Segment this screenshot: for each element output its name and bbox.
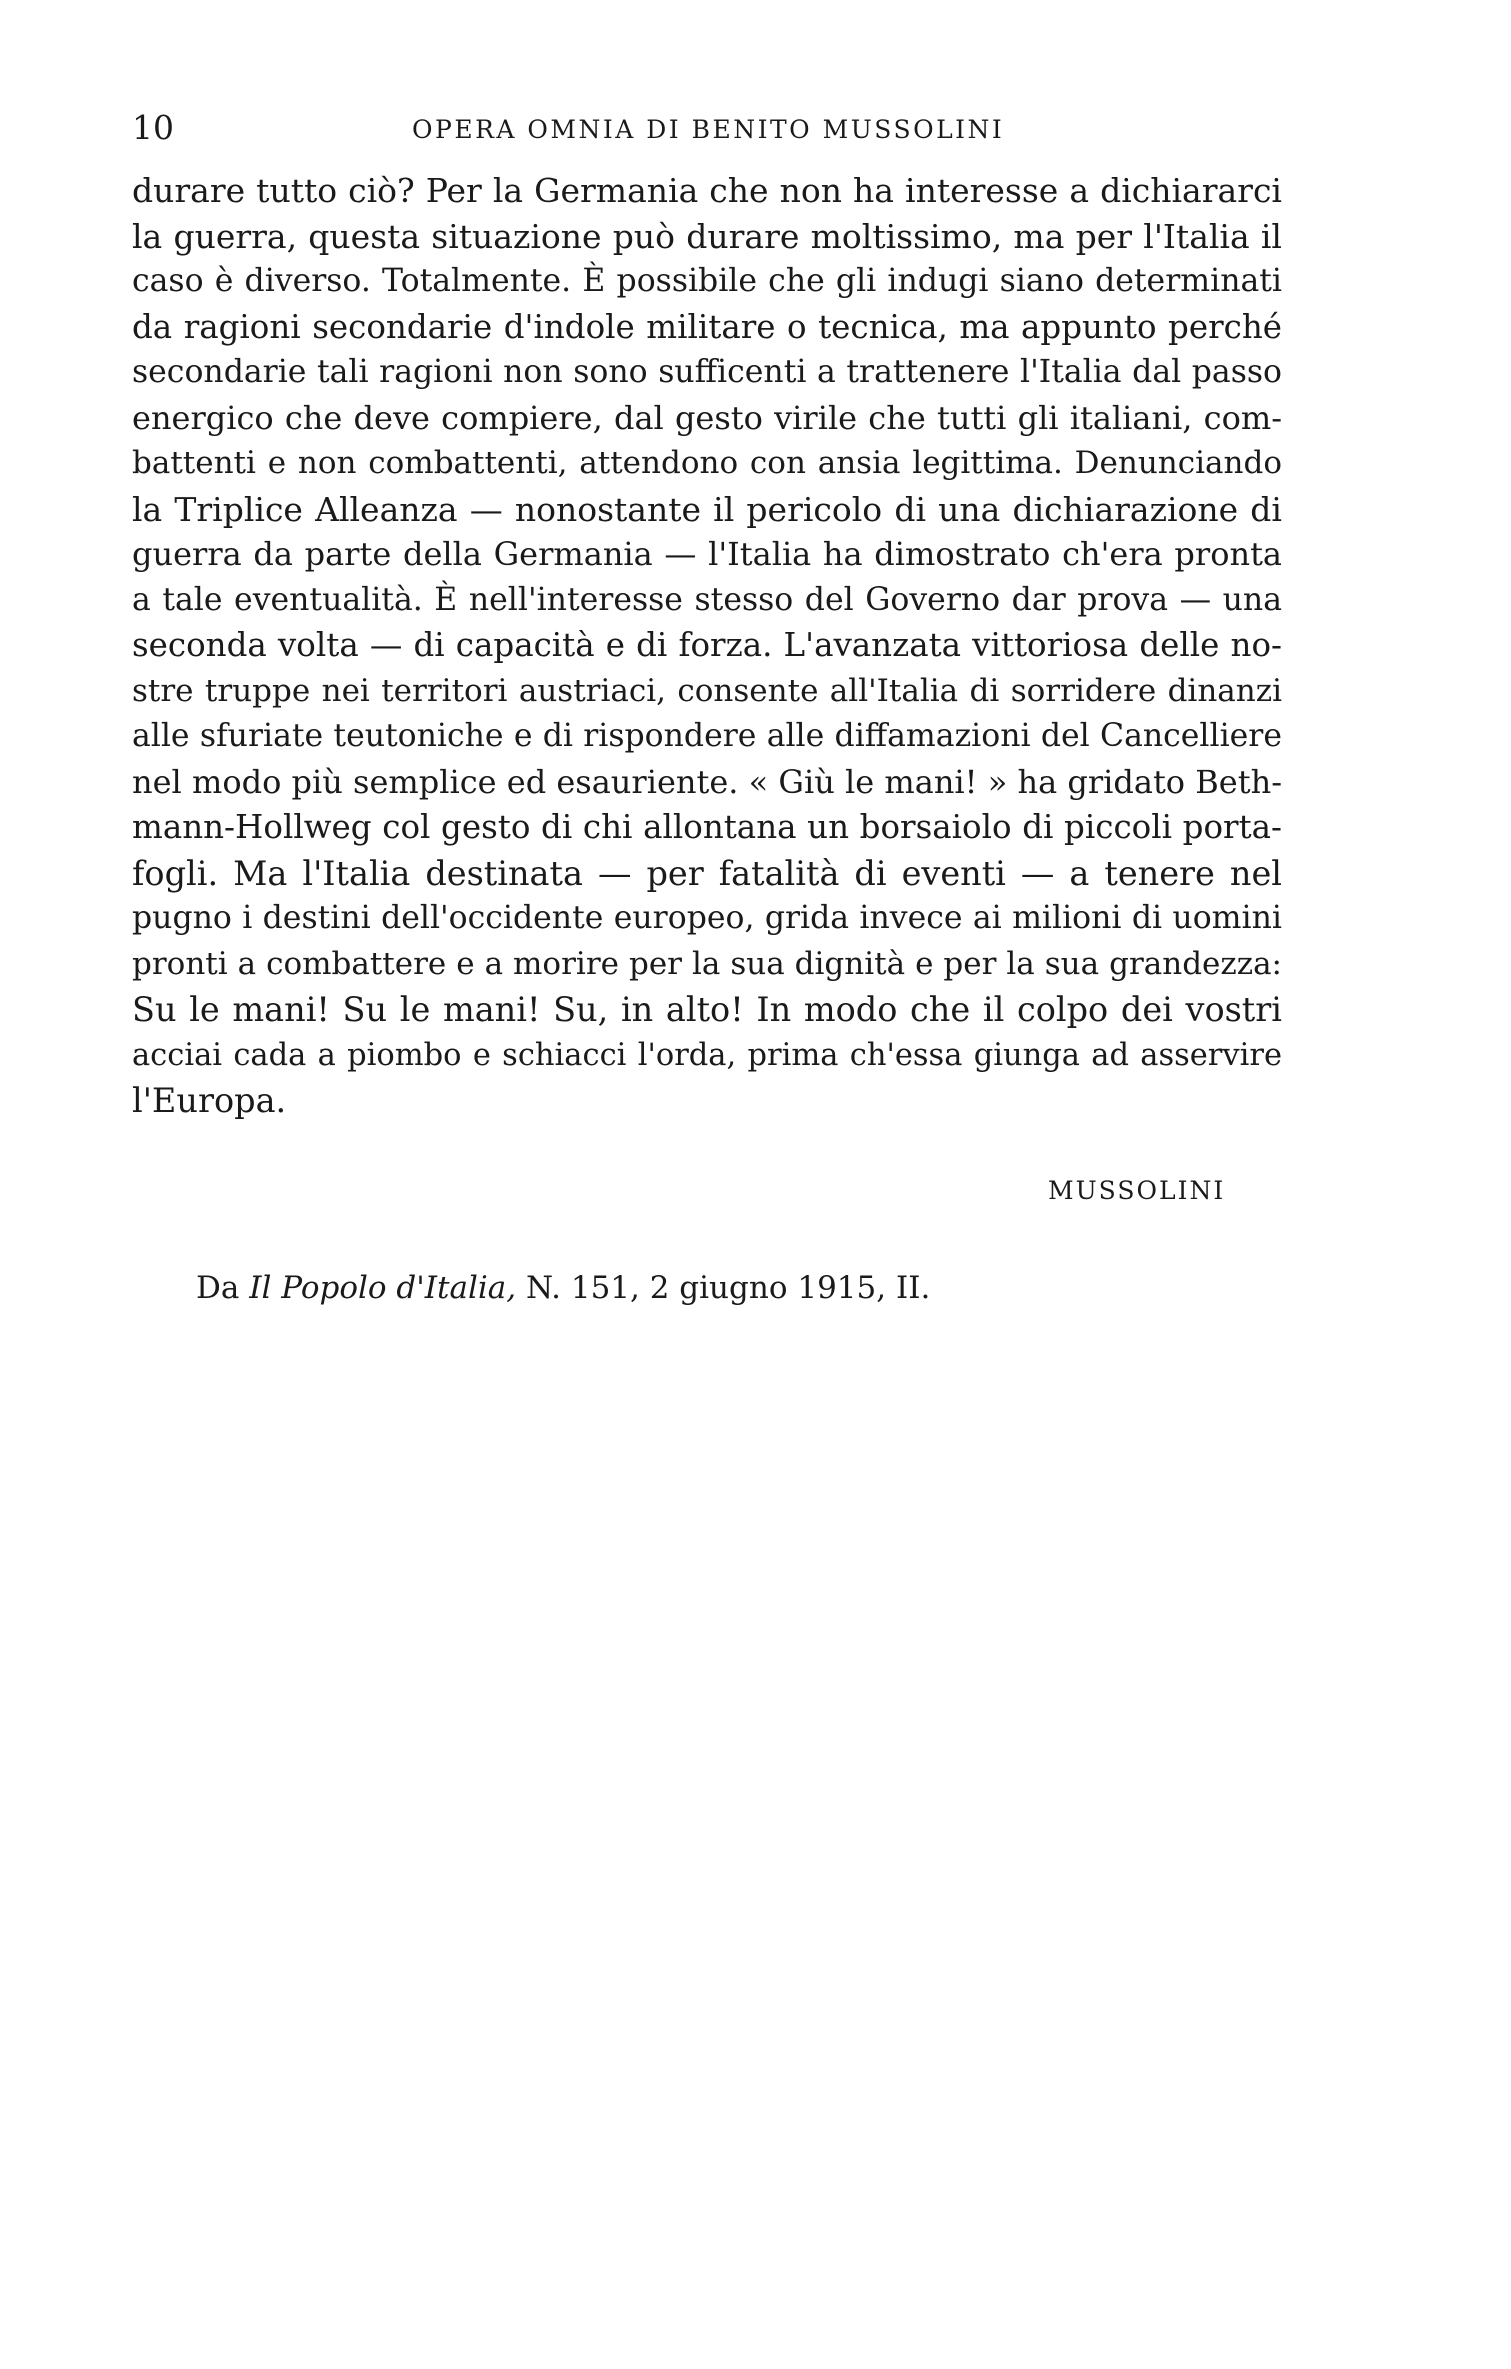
page-header <box>132 108 1232 148</box>
body-line: a tale eventualità. È nell'interesse stesso del Governo dar prova — una <box>132 581 1282 618</box>
body-line: pronti a combattere e a morire per la sua dignità e per la sua grandezza: <box>132 945 1282 982</box>
source-details: N. 151, 2 giugno 1915, II. <box>516 1270 931 1306</box>
source-citation <box>196 1268 930 1308</box>
running-head: OPERA OMNIA DI BENITO MUSSOLINI <box>412 115 1005 144</box>
body-line: durare tutto ciò? Per la Germania che non ha interesse a dichiararci <box>132 171 1282 210</box>
body-line: l'Europa. <box>132 1081 287 1120</box>
body-line: seconda volta — di capacità e di forza. L'avanzata vittoriosa delle no- <box>132 626 1282 664</box>
body-line: stre truppe nei territori austriaci, consente all'Italia di sorridere dinanzi <box>132 672 1282 709</box>
body-line: acciai cada a piombo e schiacci l'orda, prima ch'essa giunga ad asservire <box>132 1037 1282 1073</box>
source-prefix: Da <box>196 1270 250 1306</box>
body-line: guerra da parte della Germania — l'Italia ha dimostrato ch'era pronta <box>132 535 1282 573</box>
page-number: 10 <box>132 108 174 147</box>
body-line: battenti e non combattenti, attendono con ansia legittima. Denunciando <box>132 445 1282 481</box>
body-line: energico che deve compiere, dal gesto virile che tutti gli italiani, com- <box>132 398 1282 437</box>
body-line: pugno i destini dell'occidente europeo, grida invece ai milioni di uomini <box>132 900 1282 936</box>
body-line: mann-Hollweg col gesto di chi allontana un borsaiolo di piccoli porta- <box>132 808 1282 846</box>
body-line: alle sfuriate teutoniche e di rispondere alle diffamazioni del Cancelliere <box>132 718 1282 754</box>
body-line: la guerra, questa situazione può durare moltissimo, ma per l'Italia il <box>132 216 1282 256</box>
body-line: Su le mani! Su le mani! Su, in alto! In modo che il colpo dei vostri <box>132 990 1282 1029</box>
author-signature: MUSSOLINI <box>1048 1176 1226 1205</box>
body-line: fogli. Ma l'Italia destinata — per fatalità di eventi — a tenere nel <box>132 853 1282 893</box>
body-line: secondarie tali ragioni non sono sufficenti a trattenere l'Italia dal passo <box>132 354 1282 390</box>
publication-title: Il Popolo d'Italia, <box>249 1270 517 1306</box>
article-body <box>132 168 1282 1124</box>
body-line: la Triplice Alleanza — nonostante il pericolo di una dichiarazione di <box>132 489 1282 529</box>
body-line: caso è diverso. Totalmente. È possibile che gli indugi siano determinati <box>132 263 1282 299</box>
body-line: nel modo più semplice ed esauriente. « Giù le mani! » ha gridato Beth- <box>132 762 1282 801</box>
body-line: da ragioni secondarie d'indole militare o tecnica, ma appunto perché <box>132 307 1282 346</box>
